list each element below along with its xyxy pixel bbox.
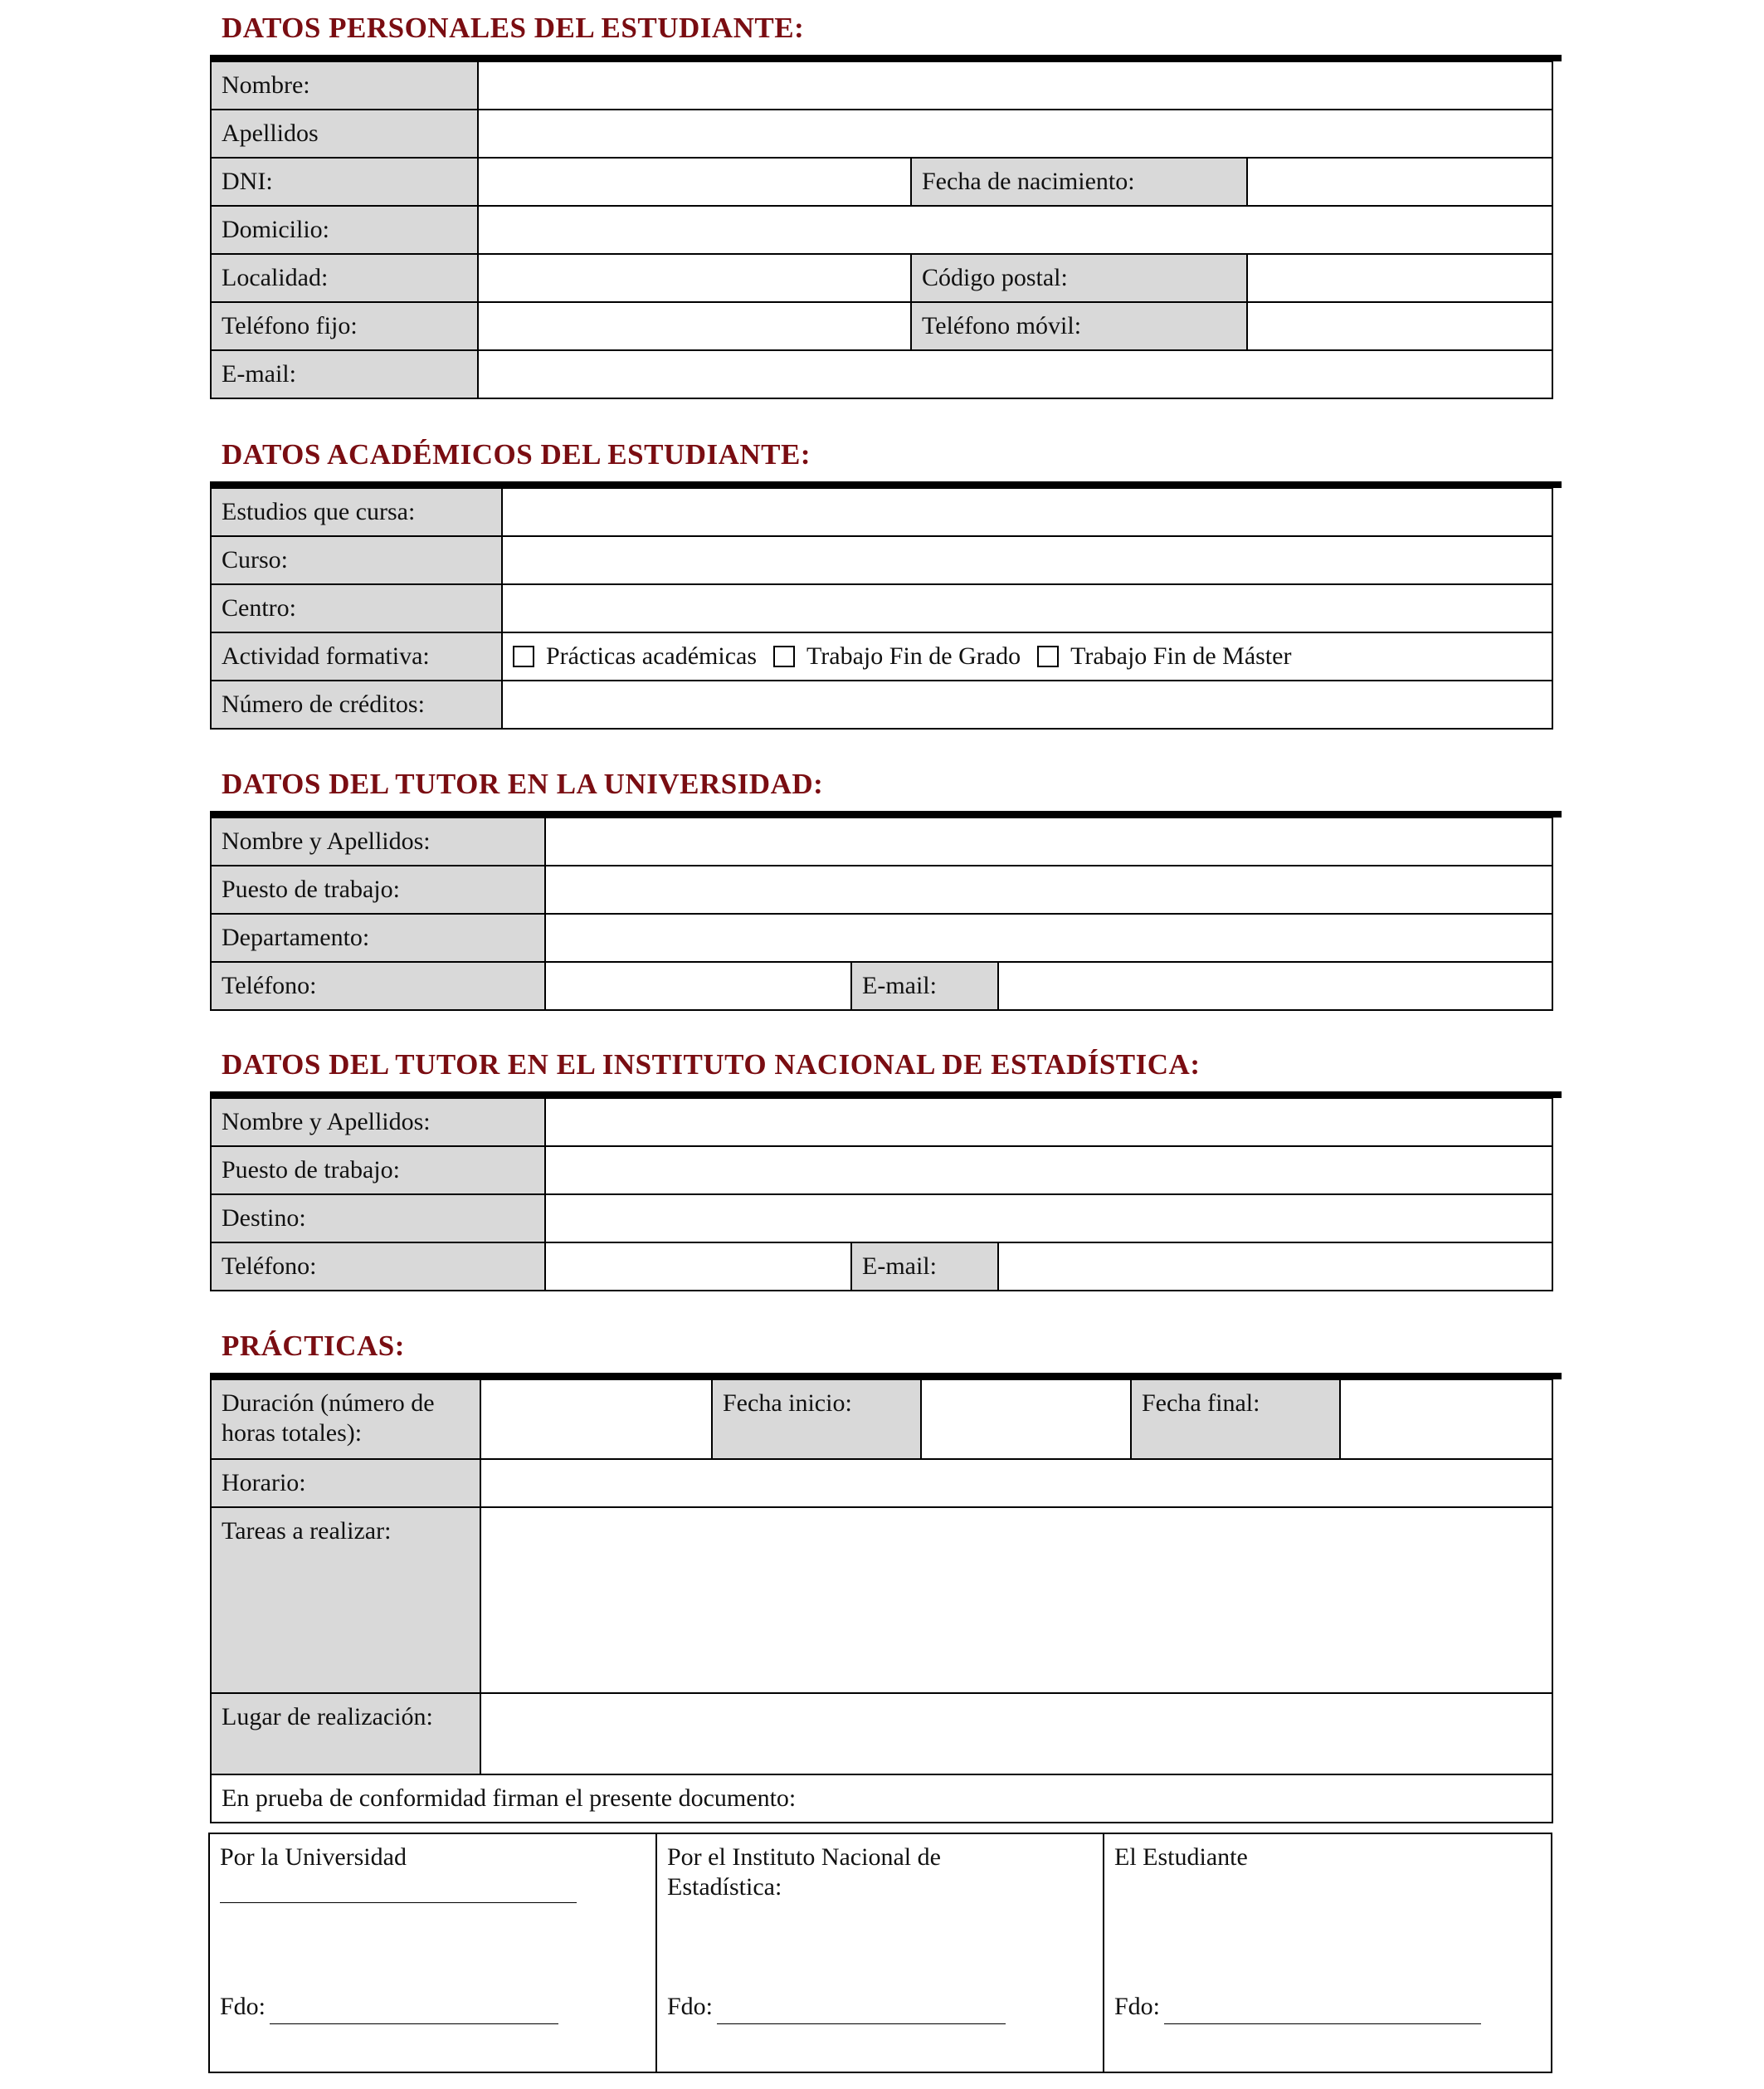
- estudios-field[interactable]: [502, 488, 1552, 536]
- label-dni: DNI:: [211, 158, 478, 206]
- label-fecha-inicio: Fecha inicio:: [712, 1379, 921, 1459]
- tutor-uni-puesto-field[interactable]: [545, 866, 1552, 914]
- dni-field[interactable]: [478, 158, 911, 206]
- label-telefono-fijo: Teléfono fijo:: [211, 302, 478, 350]
- fecha-final-field[interactable]: [1340, 1379, 1552, 1459]
- tutor-uni-email-field[interactable]: [998, 962, 1552, 1010]
- label-tareas: Tareas a realizar:: [211, 1507, 480, 1693]
- fdo-line: [1164, 2023, 1481, 2024]
- lugar-field[interactable]: [480, 1693, 1552, 1774]
- tutor-ine-puesto-field[interactable]: [545, 1146, 1552, 1194]
- option-tfg[interactable]: [773, 642, 1021, 671]
- label-fecha-final: Fecha final:: [1131, 1379, 1340, 1459]
- centro-field[interactable]: [502, 584, 1552, 632]
- label-duracion: Duración (número de horas totales):: [211, 1379, 480, 1459]
- telefono-movil-field[interactable]: [1247, 302, 1552, 350]
- tutor-ine-telefono-field[interactable]: [545, 1242, 851, 1291]
- signature-estudiante-label: El Estudiante: [1114, 1843, 1248, 1871]
- label-centro: Centro:: [211, 584, 502, 632]
- localidad-field[interactable]: [478, 254, 911, 302]
- telefono-fijo-field[interactable]: [478, 302, 911, 350]
- label-tutor-ine-telefono: Teléfono:: [211, 1242, 545, 1291]
- label-telefono-movil: Teléfono móvil:: [911, 302, 1247, 350]
- signature-universidad[interactable]: [209, 1833, 656, 2072]
- label-horario: Horario:: [211, 1459, 480, 1507]
- label-tutor-uni-departamento: Departamento:: [211, 914, 545, 962]
- tutor-ine-email-field[interactable]: [998, 1242, 1552, 1291]
- option-tfm[interactable]: [1037, 642, 1291, 671]
- tutor-uni-nombre-field[interactable]: [545, 818, 1552, 866]
- label-tutor-ine-nombre: Nombre y Apellidos:: [211, 1098, 545, 1146]
- checkbox-tfg[interactable]: [773, 646, 795, 667]
- label-tutor-uni-telefono: Teléfono:: [211, 962, 545, 1010]
- checkbox-tfm[interactable]: [1037, 646, 1059, 667]
- label-localidad: Localidad:: [211, 254, 478, 302]
- signature-ine[interactable]: [656, 1833, 1104, 2072]
- label-lugar: Lugar de realización:: [211, 1693, 480, 1774]
- label-estudios: Estudios que cursa:: [211, 488, 502, 536]
- label-codigo-postal: [911, 254, 1247, 302]
- label-codigo-postal-text: Código postal:: [922, 264, 1068, 291]
- option-tfm-label: Trabajo Fin de Máster: [1070, 642, 1292, 670]
- option-practicas[interactable]: [513, 642, 757, 671]
- apellidos-field[interactable]: [478, 110, 1552, 158]
- fdo-label: Fdo:: [667, 1993, 714, 2020]
- label-tutor-uni-nombre: Nombre y Apellidos:: [211, 818, 545, 866]
- signature-line: [220, 1902, 577, 1903]
- label-curso: Curso:: [211, 536, 502, 584]
- conformidad-text: En prueba de conformidad firman el presente documento:: [211, 1774, 1552, 1823]
- curso-field[interactable]: [502, 536, 1552, 584]
- label-creditos: Número de créditos:: [211, 681, 502, 729]
- fdo-label: Fdo:: [1114, 1993, 1161, 2020]
- signature-universidad-label: Por la Universidad: [220, 1843, 407, 1871]
- practicas-table: [210, 1379, 1553, 1823]
- fecha-inicio-field[interactable]: [921, 1379, 1131, 1459]
- section-title-personal: DATOS PERSONALES DEL ESTUDIANTE:: [222, 12, 805, 44]
- duracion-field[interactable]: [480, 1379, 712, 1459]
- tutor-ine-table: [210, 1097, 1553, 1291]
- label-email: E-mail:: [211, 350, 478, 398]
- fdo-line: [270, 2023, 558, 2024]
- label-tutor-ine-puesto: Puesto de trabajo:: [211, 1146, 545, 1194]
- domicilio-field[interactable]: [478, 206, 1552, 254]
- tutor-ine-nombre-field[interactable]: [545, 1098, 1552, 1146]
- option-tfg-label: Trabajo Fin de Grado: [806, 642, 1021, 670]
- section-title-academic: DATOS ACADÉMICOS DEL ESTUDIANTE:: [222, 438, 811, 471]
- checkbox-practicas[interactable]: [513, 646, 534, 667]
- tutor-uni-telefono-field[interactable]: [545, 962, 851, 1010]
- academic-data-table: [210, 487, 1553, 730]
- section-title-practicas: PRÁCTICAS:: [222, 1330, 405, 1362]
- nombre-field[interactable]: [478, 61, 1552, 110]
- label-nombre: Nombre:: [211, 61, 478, 110]
- email-field[interactable]: [478, 350, 1552, 398]
- signature-estudiante[interactable]: [1104, 1833, 1552, 2072]
- tutor-uni-departamento-field[interactable]: [545, 914, 1552, 962]
- personal-data-table: [210, 61, 1553, 399]
- horario-field[interactable]: [480, 1459, 1552, 1507]
- label-actividad: Actividad formativa:: [211, 632, 502, 681]
- label-tutor-ine-email: E-mail:: [851, 1242, 998, 1291]
- fdo-line: [717, 2023, 1006, 2024]
- creditos-field[interactable]: [502, 681, 1552, 729]
- label-tutor-uni-email: E-mail:: [851, 962, 998, 1010]
- tutor-ine-destino-field[interactable]: [545, 1194, 1552, 1242]
- codigo-postal-field[interactable]: [1247, 254, 1552, 302]
- fecha-nacimiento-field[interactable]: [1247, 158, 1552, 206]
- signature-table: [208, 1833, 1552, 2073]
- label-tutor-ine-destino: Destino:: [211, 1194, 545, 1242]
- label-apellidos: Apellidos: [211, 110, 478, 158]
- signature-ine-label: Por el Instituto Nacional de Estadística:: [667, 1843, 941, 1901]
- tutor-uni-table: [210, 817, 1553, 1011]
- label-fecha-nacimiento: Fecha de nacimiento:: [911, 158, 1247, 206]
- section-title-tutor-ine: DATOS DEL TUTOR EN EL INSTITUTO NACIONAL DE ESTADÍSTICA:: [222, 1048, 1201, 1081]
- label-tutor-uni-puesto: Puesto de trabajo:: [211, 866, 545, 914]
- tareas-field[interactable]: [480, 1507, 1552, 1693]
- section-title-tutor-uni: DATOS DEL TUTOR EN LA UNIVERSIDAD:: [222, 768, 824, 800]
- fdo-label: Fdo:: [220, 1993, 266, 2020]
- option-practicas-label: Prácticas académicas: [546, 642, 758, 670]
- actividad-options: [502, 632, 1552, 681]
- label-domicilio: Domicilio:: [211, 206, 478, 254]
